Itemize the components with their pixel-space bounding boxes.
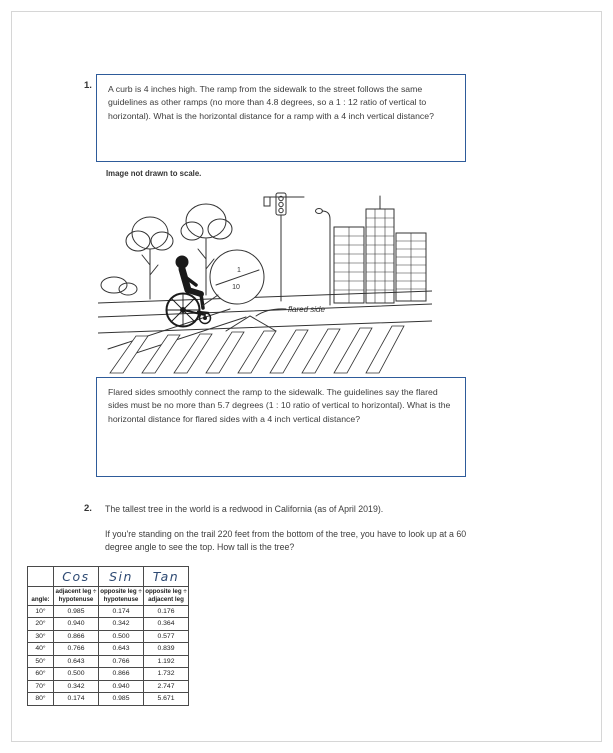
flared-question-text: Flared sides smoothly connect the ramp to the sidewalk. The guidelines say the flared sides must be no more than 5.7 degrees (1 : 10 ratio of vertical to horizontal). What is the horizontal distance for flared sides with a 4 inch vertical distance?: [108, 387, 451, 424]
bush: [119, 283, 137, 295]
crosswalk: [110, 326, 404, 373]
trig-table: [27, 566, 189, 706]
value-cell: 0.766: [54, 643, 99, 656]
angle-cell: 10°: [28, 605, 54, 618]
ratio-callout: [202, 250, 264, 306]
value-cell: 0.643: [99, 643, 144, 656]
angle-cell: 70°: [28, 680, 54, 693]
question2-text-line2: If you're standing on the trail 220 feet from the bottom of the tree, you have to look up at a 60 degree angle to see the top. How tall is the tree?: [105, 529, 467, 553]
trig-table-row: [28, 655, 189, 668]
value-cell: 0.500: [99, 630, 144, 643]
value-cell: 0.866: [99, 668, 144, 681]
trig-table-row: [28, 618, 189, 631]
value-cell: 5.671: [144, 693, 189, 706]
angle-cell: 40°: [28, 643, 54, 656]
angle-cell: 50°: [28, 655, 54, 668]
angle-col-header: angle:: [28, 587, 54, 606]
flared-side-label: flared side: [288, 305, 325, 314]
trig-table-row: [28, 630, 189, 643]
trig-table-row: [28, 693, 189, 706]
value-cell: 1.192: [144, 655, 189, 668]
value-cell: 0.176: [144, 605, 189, 618]
value-cell: 0.766: [99, 655, 144, 668]
question1-number: 1.: [84, 80, 92, 91]
angle-cell: 80°: [28, 693, 54, 706]
trig-table-row: [28, 668, 189, 681]
ratio-denominator-label: 10: [232, 284, 240, 291]
street-lamp: [316, 209, 331, 306]
tan-col-header: opposite leg ÷ adjacent leg: [144, 587, 189, 606]
trig-handwritten-header-row: [28, 567, 189, 587]
trig-column-header-row: [28, 587, 189, 606]
value-cell: 0.174: [99, 605, 144, 618]
value-cell: 0.839: [144, 643, 189, 656]
image-caption: Image not drawn to scale.: [106, 169, 202, 178]
value-cell: 0.940: [99, 680, 144, 693]
value-cell: 0.985: [99, 693, 144, 706]
value-cell: 0.985: [54, 605, 99, 618]
value-cell: 0.342: [99, 618, 144, 631]
flared-question-answer-box[interactable]: [96, 377, 466, 477]
question2-text-line1: The tallest tree in the world is a redwood in California (as of April 2019).: [105, 504, 384, 514]
value-cell: 2.747: [144, 680, 189, 693]
buildings: [334, 196, 426, 303]
value-cell: 0.342: [54, 680, 99, 693]
trig-table-row: [28, 643, 189, 656]
sin-col-header: opposite leg ÷ hypotenuse: [99, 587, 144, 606]
angle-cell: 30°: [28, 630, 54, 643]
wheelchair-user: [167, 256, 211, 327]
empty-corner-cell: [28, 567, 54, 587]
angle-cell: 60°: [28, 668, 54, 681]
cos-handwritten-header: Cos: [54, 567, 99, 587]
value-cell: 0.940: [54, 618, 99, 631]
trig-table-row: [28, 680, 189, 693]
question1-answer-box[interactable]: [96, 74, 466, 162]
traffic-light: [264, 193, 304, 301]
street-scene-drawing: [98, 183, 432, 375]
flared-sides: [226, 316, 276, 331]
trig-table-row: [28, 605, 189, 618]
value-cell: 0.643: [54, 655, 99, 668]
value-cell: 0.364: [144, 618, 189, 631]
sin-handwritten-header: Sin: [99, 567, 144, 587]
tan-handwritten-header: Tan: [144, 567, 189, 587]
value-cell: 0.500: [54, 668, 99, 681]
ramp-illustration: [98, 183, 432, 375]
value-cell: 0.866: [54, 630, 99, 643]
ratio-numerator-label: 1: [237, 267, 241, 274]
cos-col-header: adjacent leg ÷ hypotenuse: [54, 587, 99, 606]
question1-text: A curb is 4 inches high. The ramp from the sidewalk to the street follows the same guidelines as other ramps (no more than 4.8 degrees, so a 1 : 12 ratio of vertical to horizontal). What is the horizontal distance for a ramp with a 4 inch vertical distance?: [108, 84, 434, 121]
value-cell: 0.174: [54, 693, 99, 706]
value-cell: 1.732: [144, 668, 189, 681]
bush: [101, 277, 127, 293]
value-cell: 0.577: [144, 630, 189, 643]
trig-table-body: [28, 605, 189, 705]
question2-number: 2.: [84, 503, 92, 514]
angle-cell: 20°: [28, 618, 54, 631]
